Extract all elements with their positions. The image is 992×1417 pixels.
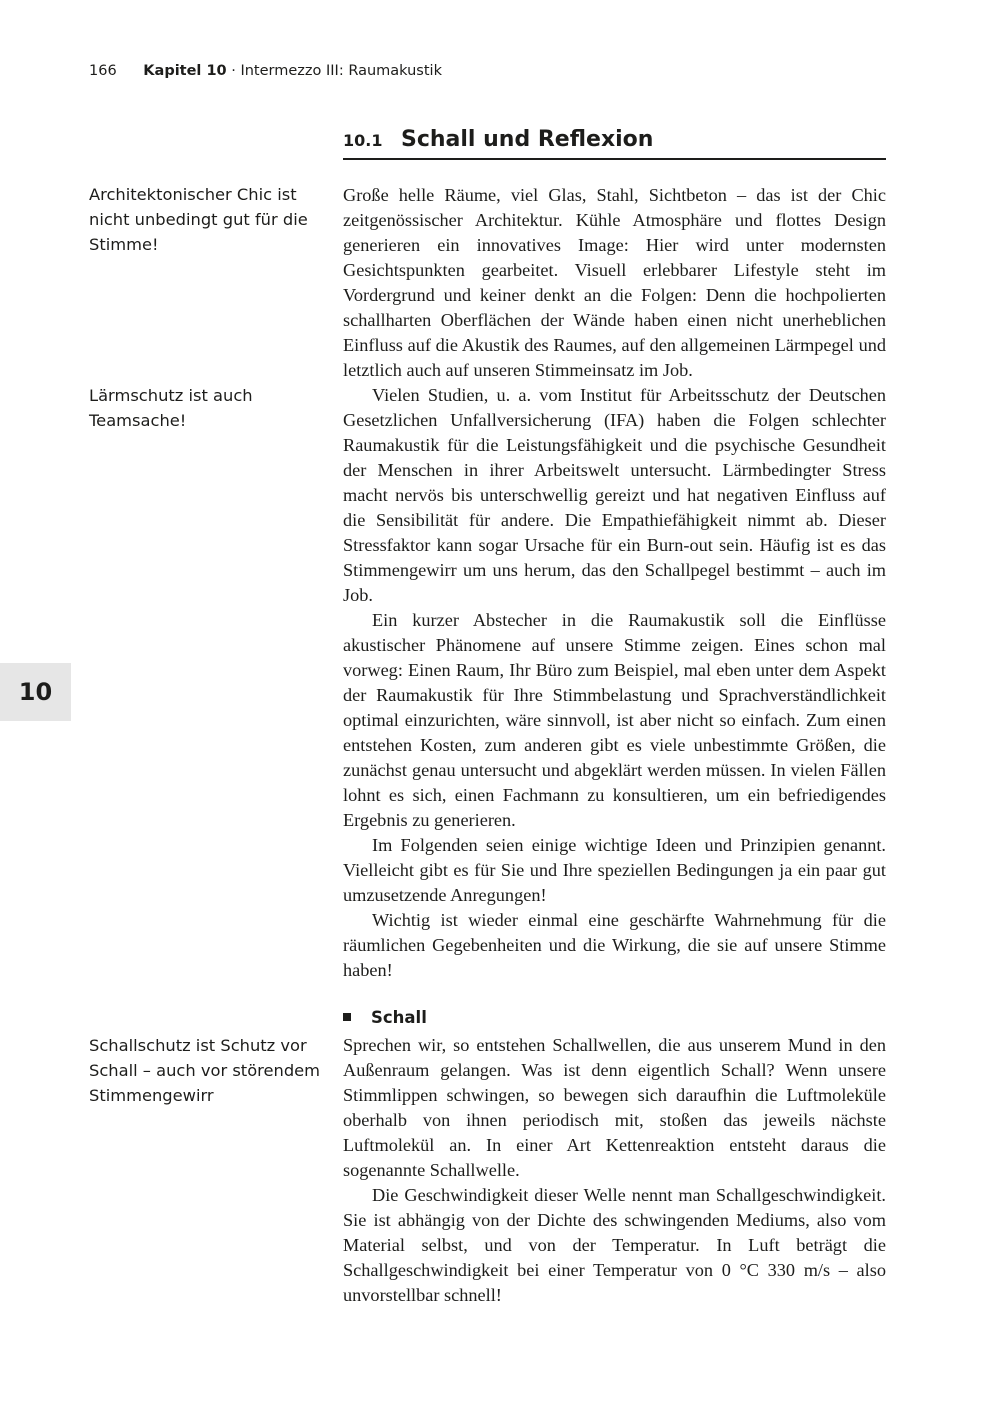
subsection-title: Schall bbox=[371, 1008, 427, 1027]
margin-note: Architektonischer Chic ist nicht unbedingt gut für die Stimme! bbox=[89, 185, 308, 254]
square-bullet-icon bbox=[343, 1013, 351, 1021]
chapter-tab: 10 bbox=[0, 663, 71, 721]
paragraph: Sprechen wir, so entstehen Schallwellen, die aus unserem Mund in den Außenraum gelangen. Was ist denn eigentlich Schall? Wenn unsere Stimmlippen schwingen, so bewegen sich daraufhin die Luftmoleküle oberhalb von ihnen periodisch mit, stoßen das jeweils nächste Luftmolekül an. In einer Art Kettenreaktion entsteht daraus die sogenannte Schallwelle. bbox=[343, 1035, 886, 1180]
paragraph: Ein kurzer Abstecher in die Raumakustik soll die Einflüsse akustischer Phänomene auf unsere Stimme zeigen. Eines schon mal vorweg: Einen Raum, Ihr Büro zum Beispiel, mal eben unter dem Aspekt der Raumakustik für Ihre Stimmbelastung und Sprachverständlichkeit optimal einzurichten, wäre sinnvoll, ist aber nicht so einfach. Zum einen entstehen Kosten, zum anderen gibt es viele unbestimmte Größen, die zunächst genau untersucht und abgeklärt werden müssen. In vielen Fällen lohnt es sich, einen Fachmann zu konsultieren, um ein befriedigendes Ergebnis zu generieren. bbox=[343, 610, 886, 830]
chapter-label: Kapitel 10 bbox=[143, 63, 227, 79]
subsection-body-text bbox=[343, 1033, 886, 1308]
section-title: Schall und Reflexion bbox=[401, 127, 654, 152]
section-heading bbox=[343, 127, 886, 160]
page-number: 166 bbox=[89, 63, 117, 79]
body-text bbox=[343, 183, 886, 983]
paragraph: Im Folgenden seien einige wichtige Ideen und Prinzipien genannt. Vielleicht gibt es für Sie und Ihre speziellen Bedingungen ja ein paar gut umzusetzende Anregungen! bbox=[343, 835, 886, 905]
paragraph: Wichtig ist wieder einmal eine geschärfte Wahrnehmung für die räumlichen Gegebenheiten und die Wirkung, die sie auf unsere Stimme haben! bbox=[343, 910, 886, 980]
margin-note: Lärmschutz ist auch Teamsache! bbox=[89, 386, 253, 430]
paragraph: Große helle Räume, viel Glas, Stahl, Sichtbeton – das ist der Chic zeitgenössischer Architektur. Kühle Atmosphäre und flottes Design generieren ein innovatives Image: Hier wird unter modernsten Gesichtspunkten gearbeitet. Visuell erlebbarer Lifestyle steht im Vordergrund und keiner denkt an die Folgen: Denn die hochpolierten schallharten Oberflächen der Wände haben einen nicht unerheblichen Einfluss auf die Akustik des Raumes, auf den allgemeinen Lärmpegel und letztlich auch auf unseren Stimmeinsatz im Job. bbox=[343, 185, 886, 380]
running-header bbox=[89, 61, 442, 81]
paragraph: Vielen Studien, u. a. vom Institut für Arbeitsschutz der Deutschen Gesetzlichen Unfallversicherung (IFA) haben die Folgen schlechter Raumakustik für die Leistungsfähigkeit und die psychische Gesundheit der Menschen in ihrer Arbeitswelt untersucht. Lärmbedingter Stress macht nervös bis unterschwellig gereizt und hat negativen Einfluss auf die Sensibilität für andere. Die Empathiefähigkeit nimmt ab. Dieser Stressfaktor kann sogar Ursache für ein Burn-out sein. Häufig ist es das Stimmengewirr um uns herum, das den Schallpegel bestimmt – auch im Job. bbox=[343, 385, 886, 605]
subsection-heading bbox=[343, 1007, 427, 1029]
paragraph: Die Geschwindigkeit dieser Welle nennt man Schallgeschwindigkeit. Sie ist abhängig von der Dichte des schwingenden Mediums, also vom Material selbst, und von der Temperatur. In Luft beträgt die Schallgeschwindigkeit bei einer Temperatur von 0 °C 330 m/s – also unvorstellbar schnell! bbox=[343, 1185, 886, 1305]
chapter-title: · Intermezzo III: Raumakustik bbox=[231, 63, 442, 79]
section-number: 10.1 bbox=[343, 131, 383, 150]
margin-note: Schallschutz ist Schutz vor Schall – auch vor störendem Stimmengewirr bbox=[89, 1036, 321, 1105]
